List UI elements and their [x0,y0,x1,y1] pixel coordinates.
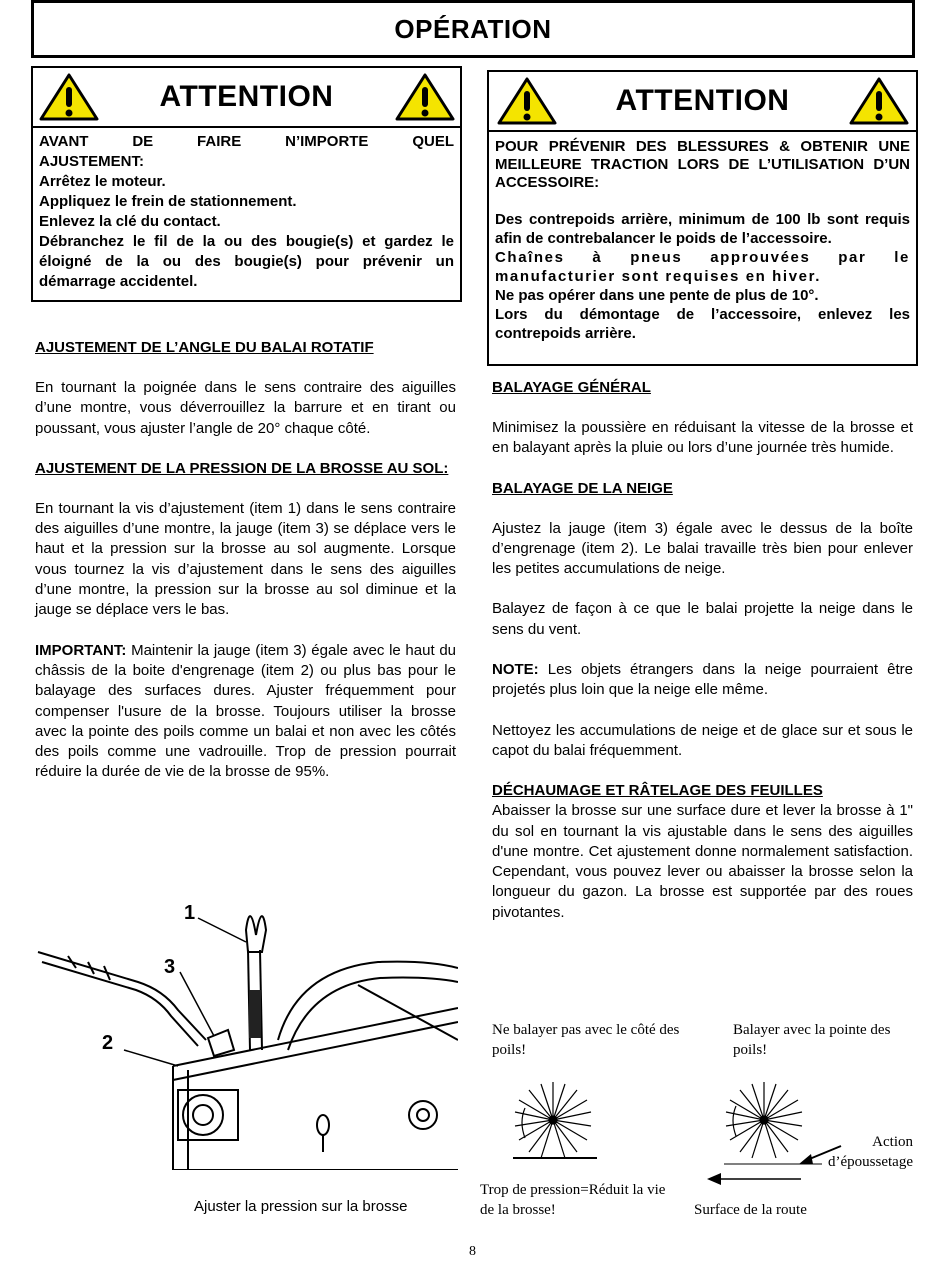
warning-triangle-icon [39,73,99,121]
warning-line: AVANT DE FAIRE N’IMPORTE QUEL AJUSTEMENT: [39,133,454,170]
label-action-line: Action [872,1134,913,1150]
paragraph: Abaisser la brosse sur une surface dure et lever la brosse à 1" du sol en tournant la vis ajustable dans le sens des aiguilles d'une montre. Cet ajustement donne normalement satisfaction. Cependant, vous pouvez lever ou abaisser la brosse selon la longueur du gazon. La brosse est supportée par des roues pivotantes. [492,802,913,921]
important-text: Maintenir la jauge (item 3) égale avec le haut du châssis de la boite d'engrenage (item 2) ou plus bas pour le balayage des surfaces dures. Ajuster fréquemment pour compenser l'usure de la brosse. Toujours utiliser la brosse avec la pointe des poils comme un balai et non avec les côtés des poils comme une vadrouille. Trop de pression pourrait réduire la durée de vie de la brosse de 95%. [35,641,457,781]
section-heading: BALAYAGE DE LA NEIGE [492,479,673,497]
callout-3: 3 [164,956,176,978]
important-label: IMPORTANT: [35,641,127,659]
warning-item: Des contrepoids arrière, minimum de 100 lb sont requis afin de contrebalancer le poids de l’accessoire. [495,211,910,247]
callout-1: 1 [184,902,196,924]
mechanism-illustration [28,890,458,1170]
warning-intro: POUR PRÉVENIR DES BLESSURES & OBTENIR UNE MEILLEURE TRACTION LORS DE L’UTILISATION D’UN ACCESSOIRE: [495,138,910,191]
paragraph: Ajustez la jauge (item 3) égale avec le dessus de la boîte d’engrenage (item 2). Le balai travaille très bien pour enlever les petites accumulations de neige. [492,519,913,578]
paragraph: En tournant la poignée dans le sens contraire des aiguilles d’une montre, vous déverrouillez la barrure et en tirant ou poussant, vous ajuster l’angle de 20° chaque côté. [35,379,456,437]
warning-line: Enlevez la clé du contact. [39,213,221,230]
warning-item: Lors du démontage de l’accessoire, enlevez les contrepoids arrière. [495,306,910,342]
road-arrow-icon [705,1172,805,1186]
label-action [800,1132,913,1172]
figure-brush-pressure [28,890,458,1170]
note-label: NOTE: [492,661,539,679]
callout-2: 2 [102,1032,114,1054]
page-header [31,0,915,58]
warning-triangle-icon [395,73,455,121]
label-action-line: d’époussetage [828,1154,913,1170]
warning-item: Ne pas opérer dans une pente de plus de 10°. [495,287,819,304]
warning-box-right [487,70,918,366]
warning-triangle-icon [497,77,557,125]
warning-line: Débranchez le fil de la ou des bougie(s) et gardez le éloigné de la ou des bougie(s) pour prévenir un démarrage accidentel. [39,233,454,290]
brush-too-much-pressure-icon [505,1078,605,1168]
warning-box-left [31,66,462,302]
warning-line: Appliquez le frein de stationnement. [39,193,297,210]
note-text: Les objets étrangers dans la neige pourraient être projetés plus loin que la neige elle même. [492,661,913,699]
paragraph: Balayez de façon à ce que le balai projette la neige dans le sens du vent. [492,600,913,638]
figure-caption: Ajuster la pression sur la brosse [194,1198,408,1215]
right-column [492,378,913,923]
warning-line: Arrêtez le moteur. [39,173,166,190]
warning-title: ATTENTION [159,80,334,113]
warning-body [33,128,460,292]
label-road-surface: Surface de la route [694,1202,807,1218]
paragraph [492,660,913,701]
section-heading: DÉCHAUMAGE ET RÂTELAGE DES FEUILLES [492,782,823,800]
label-wrong-way: Ne balayer pas avec le côté des poils! [492,1022,680,1058]
warning-item: Chaînes à pneus approuvées par le manufacturier sont requises en hiver. [495,249,910,285]
warning-header [33,68,460,128]
paragraph [35,641,456,783]
paragraph: Minimisez la poussière en réduisant la vitesse de la brosse et en balayant après la pluie ou lors d’une journée très humide. [492,419,913,457]
section-heading: AJUSTEMENT DE LA PRESSION DE LA BROSSE AU SOL: [35,459,449,477]
left-column [35,338,456,783]
warning-triangle-icon [849,77,909,125]
warning-body [489,132,916,343]
page-number: 8 [469,1244,476,1259]
section-heading: BALAYAGE GÉNÉRAL [492,379,651,396]
label-too-much-pressure: Trop de pression=Réduit la vie de la brosse! [480,1182,666,1218]
paragraph: En tournant la vis d’ajustement (item 1) dans le sens contraire des aiguilles d’une montre, la jauge (item 3) se déplace vers le haut et la pression sur la brosse au sol augmente. Lorsque vous tournez la vis d’ajustement dans le sens des aiguilles d’une montre, la pression sur la brosse au sol diminue et la jauge se déplace vers le bas. [35,499,456,619]
section-heading: AJUSTEMENT DE L’ANGLE DU BALAI ROTATIF [35,339,374,356]
label-right-way: Balayer avec la pointe des poils! [733,1022,891,1058]
page-title: OPÉRATION [394,13,552,44]
warning-title: ATTENTION [615,84,790,117]
paragraph: Nettoyez les accumulations de neige et de glace sur et sous le capot du balai fréquemment. [492,721,913,759]
warning-header [489,72,916,132]
